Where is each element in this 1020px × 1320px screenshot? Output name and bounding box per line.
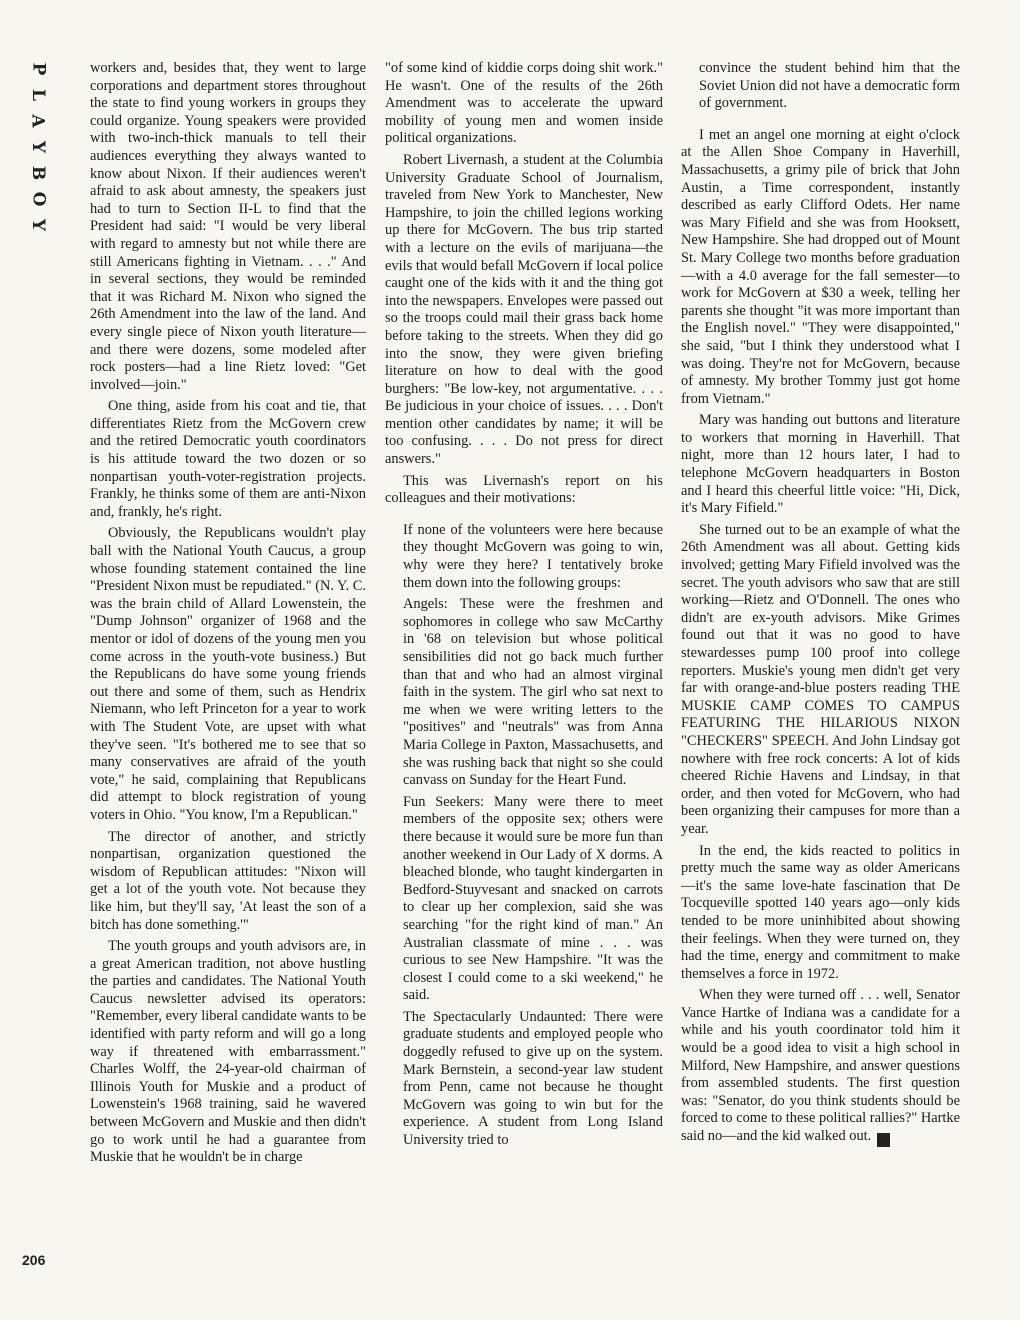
paragraph: One thing, aside from his coat and tie, that differentiates Rietz from the McGovern crew and the retired Democratic youth coordinators is his attitude toward the two dozen or so nonpartisan youth-voter-registration projects. Frankly, he thinks some of them are anti-Nixon and, frankly, he's right. (90, 398, 366, 520)
masthead-letter: L (27, 89, 48, 101)
paragraph: Mary was handing out buttons and literature to workers that morning in Haverhill. That night, more than 12 hours later, I had to telephone McGovern headquarters in Boston and I heard this cheerful little voice: "Hi, Dick, it's Mary Fifield." (681, 412, 960, 517)
masthead-letter: Y (27, 140, 48, 154)
paragraph: I met an angel one morning at eight o'clock at the Allen Shoe Company in Haverhill, Massachusetts, a grimy pile of brick that John Austin, a Time correspondent, instantly described as early Clifford Odets. Her name was Mary Fifield and she was from Hooksett, New Hampshire. She had dropped out of Mount St. Mary College two months before graduation—with a 4.0 average for the fall semester—to work for McGovern at $30 a week, telling her parents she thought "it was more important than the English novel." "They were disappointed," she said, "but I think they understood what I was doing. They're not for McGovern, because of amnesty. My brother Tommy just got home from Vietnam." (681, 126, 960, 407)
paragraph: workers and, besides that, they went to large corporations and department stores throughout the state to find young workers in groups they could organize. Young speakers were provided with two-inch-thick manuals to tell their audiences everything they always wanted to know about Nixon. If their audiences weren't afraid to ask about amnesty, the speakers just had to turn to Section II-L to find that the President had said: "I would be very liberal with regard to amnesty but not while there are still Americans fighting in Vietnam. . . ." And in several sections, they would be reminded that it was Richard M. Nixon who signed the 26th Amendment into the law of the land. And every single piece of Nixon youth literature—and there were dozens, some modeled after rock posters—had a line Rietz loved: "Get involved—join." (90, 60, 366, 393)
article-column-3 (681, 60, 960, 1280)
masthead-letter: P (27, 62, 48, 76)
article-column-1 (90, 60, 366, 1280)
quote-paragraph: convince the student behind him that the Soviet Union did not have a democratic form of government. (699, 60, 960, 112)
quote-paragraph: Fun Seekers: Many were there to meet members of the opposite sex; others were there because it would sure be more fun than another weekend in Our Lady of X dorms. A bleached blonde, who taught kindergarten in Bedford-Stuyvesant and snacked on carrots to clear up her complexion, said she was searching "for the right kind of man." An Australian classmate of mine . . . was curious to see New Hampshire. "It was the closest I could come to a ski weekend," he said. (403, 793, 663, 1004)
paragraph: The director of another, and strictly nonpartisan, organization questioned the wisdom of Republican attitudes: "Nixon will get a lot of the youth vote. Not because they like him, but they'll say, 'At least the son of a bitch has done something.'" (90, 828, 366, 933)
paragraph: The youth groups and youth advisors are, in a great American tradition, not above hustling the parties and candidates. The National Youth Caucus newsletter advised its operators: "Remember, every liberal candidate wants to be identified with party reform and will go a long way if threatened with embarrassment." Charles Wolff, the 24-year-old chairman of Illinois Youth for Muskie and a product of Lowenstein's 1968 training, said he wavered between McGovern and Muskie and then didn't go to work until he had a guarantee from Muskie that he wouldn't be in charge (90, 938, 366, 1166)
end-mark-icon: ♞ (877, 1133, 890, 1147)
paragraph: This was Livernash's report on his colleagues and their motivations: (385, 472, 663, 507)
article-column-2 (385, 60, 663, 1280)
paragraph: She turned out to be an example of what the 26th Amendment was all about. Getting kids involved; getting Mary Fifield involved was the secret. The youth advisors who saw that are still working—Rietz and O'Donnell. The ones who didn't are ex-youth advisors. Mike Grimes found out that it was no good to have stewardesses pump 100 proof into college reporters. Muskie's young men didn't get very far with orange-and-blue posters reading THE MUSKIE CAMP COMES TO CAMPUS FEATURING THE HILARIOUS NIXON "CHECKERS" SPEECH. And John Lindsay got nowhere with free rock concerts: A lot of kids cheered Richie Havens and Lindsay, in that order, and then voted for McGovern, who had been organizing their campuses for more than a year. (681, 521, 960, 837)
paragraph: Obviously, the Republicans wouldn't play ball with the National Youth Caucus, a group whose founding statement contained the line "President Nixon must be repudiated." (N. Y. C. was the brain child of Allard Lowenstein, the "Dump Johnson" organizer of 1968 and the mentor or idol of dozens of the young men you come across in the youth-vote business.) But the Republicans do have some young friends out there and some of them, such as Hendrix Niemann, who left Princeton for a year to work with The Student Vote, are upset with what they've seen. "It's bothered me to see that so many conservatives are afraid of the youth vote," he said, complaining that Republicans did attempt to block registration of young voters in Ohio. "You know, I'm a Republican." (90, 525, 366, 823)
paragraph-text: When they were turned off . . . well, Senator Vance Hartke of Indiana was a candidate for a while and his youth coordinator told him it would be a good idea to visit a high school in Milford, New Hampshire, and answer questions from assembled students. The first question was: "Senator, do you think students should be forced to come to these political rallies?" Hartke said no—and the kid walked out. (681, 987, 960, 1145)
page-number: 206 (22, 1252, 46, 1268)
masthead-letter: Y (27, 218, 48, 232)
block-quote (385, 522, 663, 1150)
quote-paragraph: Angels: These were the freshmen and sophomores in college who saw McCarthy in '68 on television but whose political sensibilities did not go back much further than that and who had an almost virginal faith in the system. The girl who sat next to me when we were writing letters to the "positives" and "neutrals" was from Anna Maria College in Paxton, Massachusetts, and she was rushing back that night so she could canvass on Sunday for the Heart Fund. (403, 596, 663, 789)
paragraph: Robert Livernash, a student at the Columbia University Graduate School of Journalism, traveled from New York to Manchester, New Hampshire, to join the chilled legions working up there for McGovern. The bus trip started with a lecture on the evils of marijuana—the evils that would befall McGovern if local police caught one of the kids with it and the thing got into the newspapers. Envelopes were passed out so the troops could mail their grass back home before taking to the streets. When they did go into the snow, they were given briefing literature on how to deal with the good burghers: "Be low-key, not argumentative. . . . Be judicious in your choice of issues. . . . Don't mention other candidates by name; it will be too confusing. . . . Do not press for direct answers." (385, 151, 663, 468)
block-quote-continued (681, 60, 960, 113)
masthead-letter: O (28, 191, 48, 207)
paragraph (681, 987, 960, 1147)
magazine-masthead-vertical (18, 56, 58, 238)
masthead-letter: A (27, 114, 48, 128)
paragraph: In the end, the kids reacted to politics in pretty much the same way as older Americans—it's the same love-hate fascination that De Tocqueville spotted 140 years ago—only kids tended to be more uninhibited about showing their feelings. When they were turned on, they had the time, energy and commitment to make themselves a force in 1972. (681, 842, 960, 982)
quote-paragraph: If none of the volunteers were here because they thought McGovern was going to win, why were they here? I tentatively broke them down into the following groups: (403, 521, 663, 591)
paragraph: "of some kind of kiddie corps doing shit work." He wasn't. One of the results of the 26th Amendment was to accelerate the upward mobility of young men and women inside political organizations. (385, 60, 663, 147)
masthead-letter: B (28, 165, 48, 181)
quote-paragraph: The Spectacularly Undaunted: There were graduate students and employed people who doggedly refused to give up on the system. Mark Bernstein, a second-year law student from Penn, came not because he thought McGovern was going to win but for the experience. A student from Long Island University tried to (403, 1008, 663, 1149)
